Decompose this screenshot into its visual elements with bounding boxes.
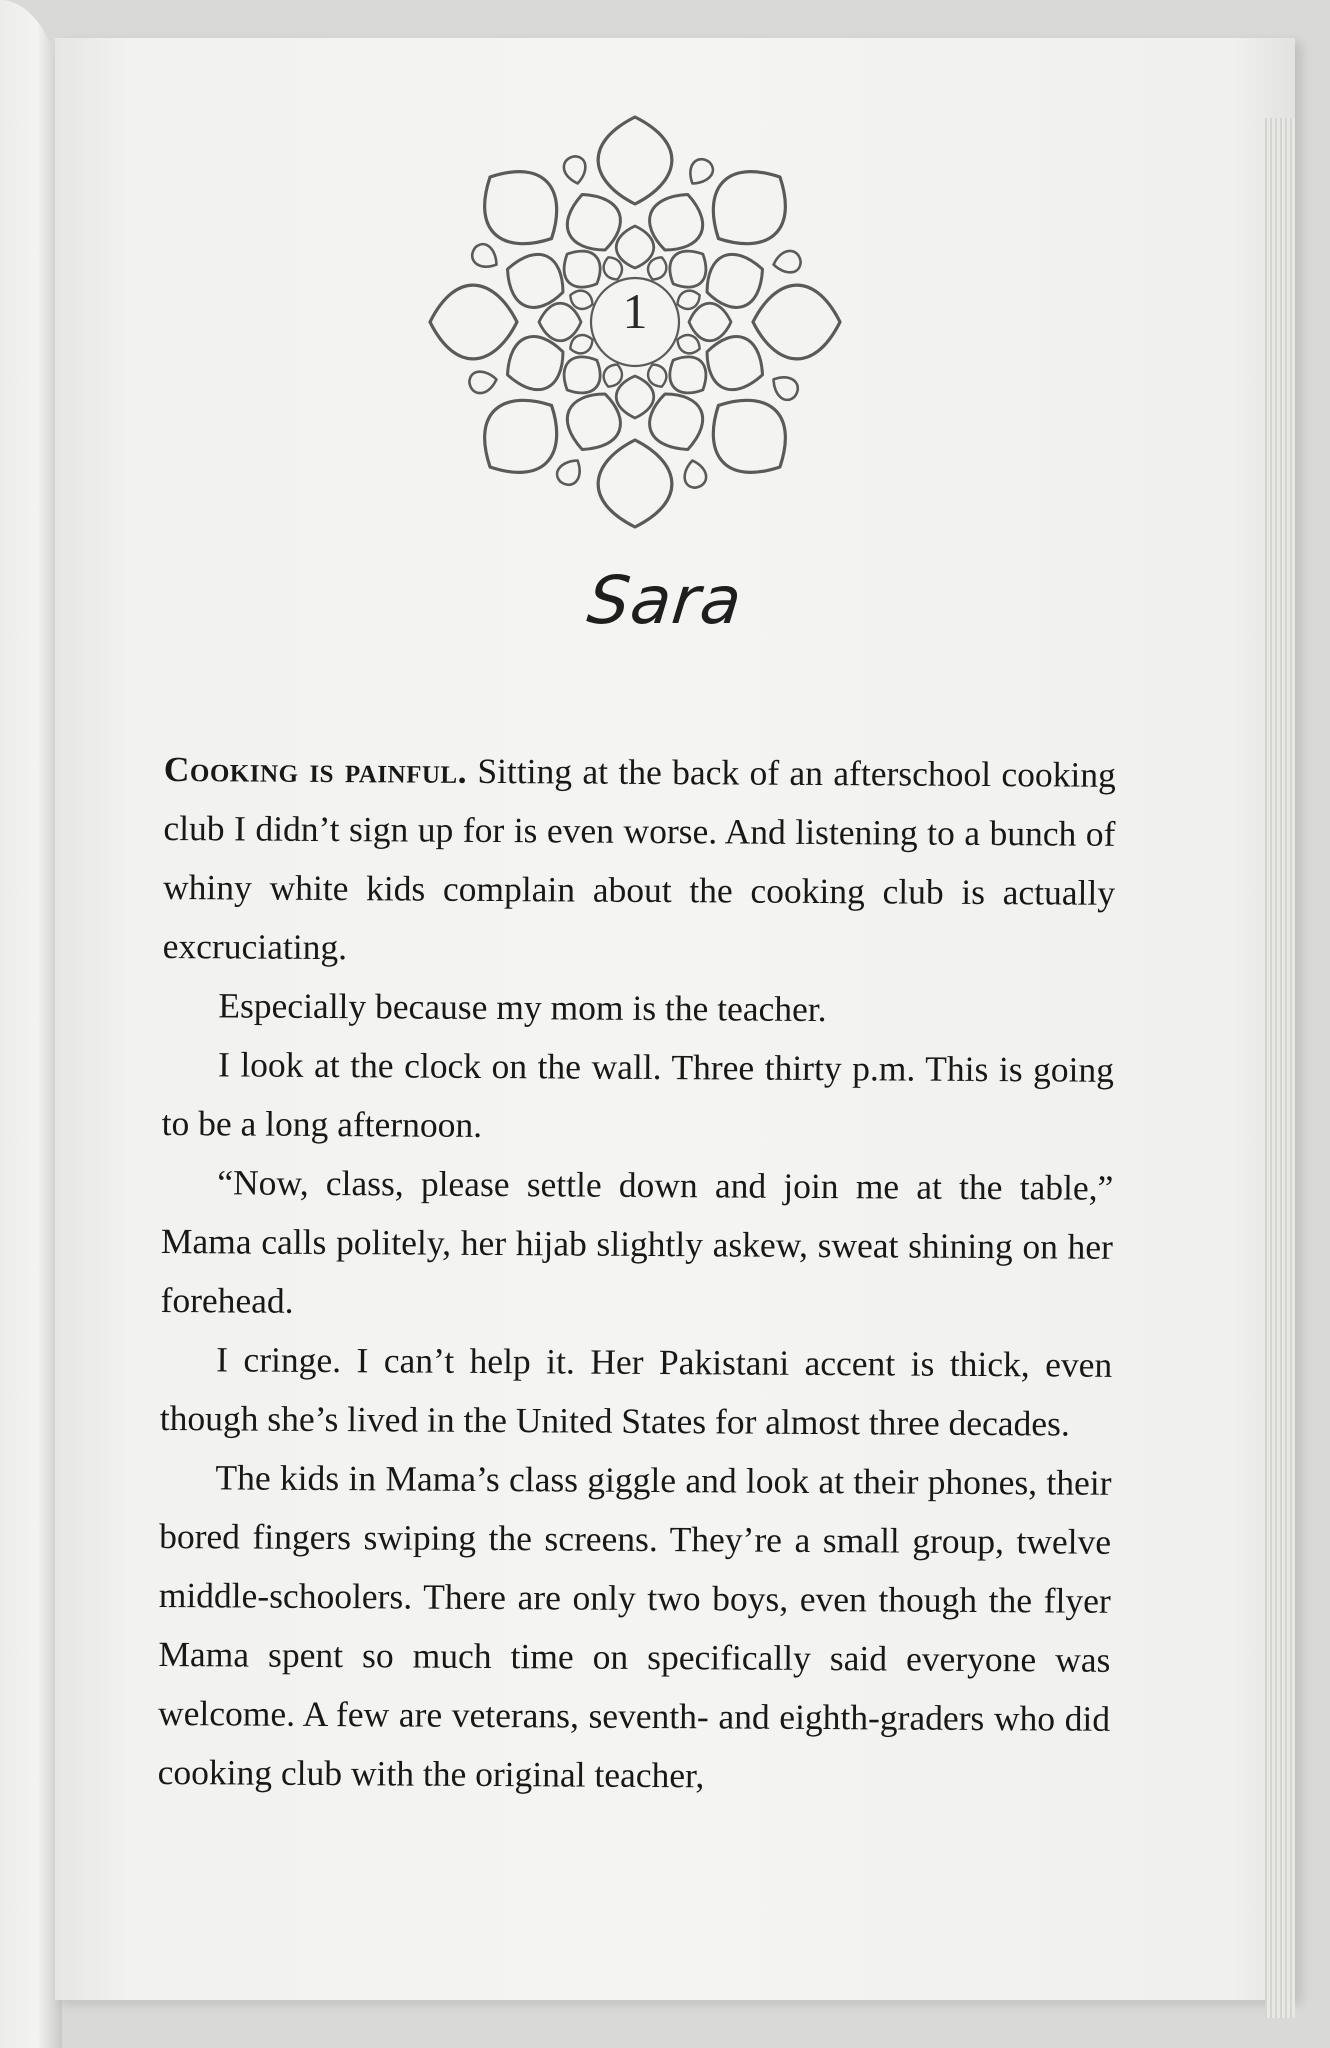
page-stack-edge bbox=[1265, 118, 1295, 2018]
chapter-title: Sara bbox=[583, 562, 746, 639]
paragraph: I cringe. I can’t help it. Her Pakistani accent is thick, even though she’s lived in the United States for almost three decades. bbox=[159, 1339, 1113, 1444]
paragraph: The kids in Mama’s class giggle and look at their phones, their bored fingers swiping the screens. They’re a small group, twelve middle-schoolers. There are only two boys, even though the flyer Mama spent so much time on specifically said everyone was welcome. A few are veterans, seventh- and eighth-graders who did cooking club with the original teacher, bbox=[157, 1457, 1112, 1796]
paragraph-text: Sitting at the back of an afterschool cooking club I didn’t sign up for is even worse. And listening to a bunch of whiny white kids complain about the cooking club is actually excruciating. bbox=[162, 750, 1116, 968]
paragraph: “Now, class, please settle down and join me at the table,” Mama calls politely, her hijab slightly askew, sweat shining on her forehead. bbox=[160, 1162, 1114, 1321]
previous-page-edge bbox=[0, 0, 62, 2048]
chapter-number: 1 bbox=[622, 283, 648, 339]
paragraph: Especially because my mom is the teacher. bbox=[218, 985, 827, 1030]
paragraph: I look at the clock on the wall. Three thirty p.m. This is going to be a long afternoon. bbox=[161, 1044, 1115, 1145]
chapter-body bbox=[158, 740, 1116, 1808]
lead-in: Cooking is painful. bbox=[163, 748, 468, 791]
paragraph bbox=[163, 740, 1116, 982]
